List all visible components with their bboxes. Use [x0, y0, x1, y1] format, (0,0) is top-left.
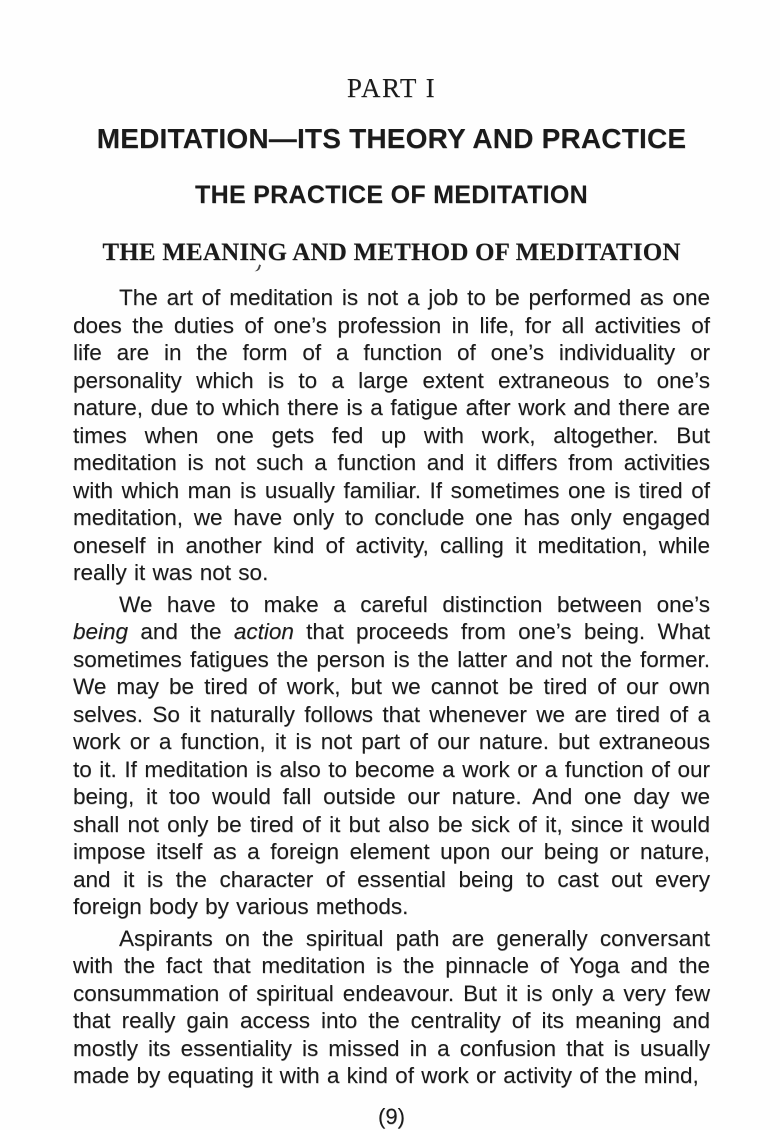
section-heading: [73, 238, 710, 268]
italic-text: being: [73, 619, 129, 644]
scan-artifact: [254, 263, 261, 272]
page-number: (9): [378, 1103, 405, 1129]
section-heading-text: THE MEANING AND METHOD OF MEDITATION: [102, 239, 681, 266]
text-run: The art of meditation is not a job to be performed as one does the duties of one’s profession in life, for all activities of life are in the form of a function of one’s individuality or personality which is to a large extent extraneous to one’s nature, due to which there is a fatigue after work and there are times when one gets fed up with work, altogether. But meditation is not such a function and it differs from activities with which man is usually familiar. If sometimes one is tired of meditation, we have only to conclude one has only engaged oneself in another kind of activity, calling it meditation, while really it was not so.: [73, 285, 710, 585]
italic-text: action: [233, 619, 294, 644]
body-paragraph: [73, 925, 710, 1090]
body-paragraph: [73, 591, 710, 921]
body-text: [73, 284, 710, 1090]
text-run: and the: [128, 619, 234, 644]
chapter-title: THE PRACTICE OF MEDITATION: [195, 181, 588, 209]
text-run: that proceeds from one’s being. What sometimes fatigues the person is the latter and not the former. We may be tired of work, but we cannot be tired of our own selves. So it naturally follows that whenever we are tired of a work or a function, it is not part of our nature. but extraneous to it. If meditation is also to become a work or a function of our being, it too would fall outside our nature. And one day we shall not only be tired of it but also be sick of it, since it would impose itself as a foreign element upon our being or nature, and it is the character of essential being to cast out every foreign body by various methods.: [73, 619, 710, 919]
text-run: We have to make a careful distinction between one’s: [119, 591, 710, 617]
part-label: PART I: [346, 73, 437, 103]
text-run: Aspirants on the spiritual path are generally conversant with the fact that meditation is the pinnacle of Yoga and the consummation of spiritual endeavour. But it is only a very few that really gain access into the centrality of its meaning and mostly its essentiality is missed in a confusion that is usually made by equating it with a kind of work or activity of the mind,: [73, 925, 710, 1088]
body-paragraph: [73, 284, 710, 587]
main-title: MEDITATION—ITS THEORY AND PRACTICE: [96, 123, 687, 154]
